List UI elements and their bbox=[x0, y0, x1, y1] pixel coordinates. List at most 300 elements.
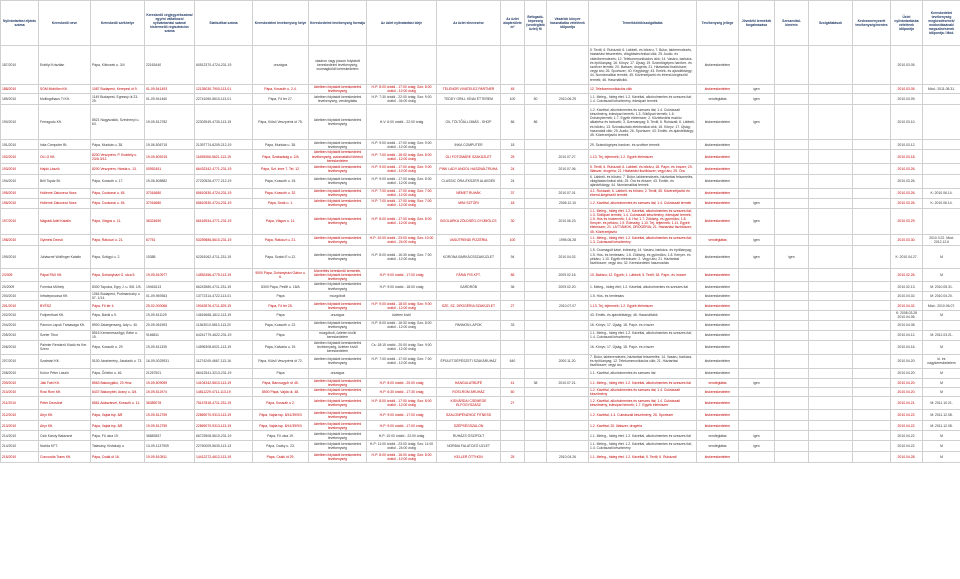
floor-area bbox=[501, 46, 525, 85]
activity-site: Pápa, Kálvária u. 19. bbox=[253, 340, 309, 354]
trader-seat: Pápa, Rákóczi u. 21. bbox=[91, 234, 145, 245]
spirits-serving bbox=[775, 175, 809, 189]
registration-number: 15388 bbox=[145, 245, 195, 268]
table-row bbox=[1, 268, 960, 282]
product-groups: 4.1. Ruházati; 6. Lábbeli- és bőráru; 2. Textil; 45. Közérzetjavító és étrend-kiegészítő termék bbox=[589, 188, 697, 198]
shop-name bbox=[437, 46, 501, 85]
registration-number: 19-09-512759 bbox=[145, 421, 195, 431]
column-header: Kereskedelmi tevékenység helye bbox=[253, 1, 309, 46]
registration-date: 2010.03.12. bbox=[891, 140, 923, 150]
table-row bbox=[1, 441, 960, 452]
registration-number: 19-09-511129 bbox=[145, 311, 195, 320]
registration-date: 2010.04.22. bbox=[891, 431, 923, 441]
capacity bbox=[525, 388, 547, 397]
complaint-book-date: 2010.04.26 bbox=[547, 452, 589, 463]
trader-name: Nágrádi Adél Katalin bbox=[39, 208, 91, 234]
floor-area bbox=[501, 441, 525, 452]
spirits-serving bbox=[775, 340, 809, 354]
registration-number: 36389078 bbox=[145, 397, 195, 410]
complaint-book-date: 1995.06.28 bbox=[547, 234, 589, 245]
activity-form: üzletben folytatott kereskedelmi tevékenység bbox=[309, 397, 367, 410]
modification-date: M: 2011.12.08. bbox=[923, 421, 960, 431]
statistical-number: 22741060-5610-113-01 bbox=[195, 94, 253, 105]
excise-goods bbox=[739, 388, 775, 397]
trader-seat: 8516 Kemenesszőgyi, Béke u. 15. bbox=[91, 330, 145, 340]
services bbox=[809, 291, 853, 300]
spirits-serving bbox=[775, 330, 809, 340]
preferential-status bbox=[853, 46, 891, 85]
statistical-number: 53259886-5610-231-19 bbox=[195, 234, 253, 245]
record-number: 204/2010 bbox=[1, 320, 39, 330]
trader-name: BYÉSZ bbox=[39, 301, 91, 311]
trader-seat: 1087 Budapest, Kerepesi út 9. bbox=[91, 85, 145, 94]
column-header: Nyilvántartási eljárás száma bbox=[1, 1, 39, 46]
activity-type: vendéglátás bbox=[697, 441, 739, 452]
opening-hours bbox=[367, 368, 437, 378]
record-number: 189/2010 bbox=[1, 94, 39, 105]
modification-date: Mód.: 2010.06.07. bbox=[923, 301, 960, 311]
trader-name: SOM Mobilfon Kft. bbox=[39, 85, 91, 94]
spirits-serving bbox=[775, 291, 809, 300]
trader-name: Palmier Rendező Kiadó és Ker. Szerv. bbox=[39, 340, 91, 354]
statistical-number: 66163934-4771-231-19 bbox=[195, 208, 253, 234]
capacity bbox=[525, 198, 547, 208]
preferential-status bbox=[853, 188, 891, 198]
table-row bbox=[1, 46, 960, 85]
spirits-serving bbox=[775, 105, 809, 140]
table-row bbox=[1, 150, 960, 164]
excise-goods bbox=[739, 282, 775, 291]
registration-date: 2010.04.20. bbox=[891, 354, 923, 368]
activity-form: mozgóbolt bbox=[309, 291, 367, 300]
registration-number: 29-02-000066 bbox=[145, 301, 195, 311]
trader-seat: 8521 Nagyszalók, Széchenyi u. 63. bbox=[91, 105, 145, 140]
trader-seat: Pápa, Kossuth u. 17. bbox=[91, 175, 145, 189]
modification-date: M: 2010.04.20. bbox=[923, 291, 960, 300]
statistical-number: 60512370-4724-231-19 bbox=[195, 46, 253, 85]
registration-date: 2010.03.26. bbox=[891, 175, 923, 189]
complaint-book-date bbox=[547, 311, 589, 320]
shop-name: HANGULATBÜFÉ bbox=[437, 378, 501, 387]
services bbox=[809, 234, 853, 245]
trader-name: Erdélyi Krisztián bbox=[39, 46, 91, 85]
trader-seat: 8200 Veszprém, Hársfa u. 13. bbox=[91, 164, 145, 175]
product-groups: 1.1. Meleg-, hideg étel; 1.2. Kávéital; 5. Textil; 6. Ruházati bbox=[589, 452, 697, 463]
services bbox=[809, 150, 853, 164]
registration-date: 2010.03.10. bbox=[891, 105, 923, 140]
registration-date: K: 2008.03.28 2010.04.06. bbox=[891, 311, 923, 320]
statistical-number: 66432342-4771-231-19 bbox=[195, 164, 253, 175]
excise-goods: igen bbox=[739, 198, 775, 208]
registration-number: 19-06-506715 bbox=[145, 140, 195, 150]
column-header: Az üzlet nyitvatartási ideje bbox=[367, 1, 437, 46]
floor-area: 25 bbox=[501, 452, 525, 463]
record-number: 188/2010 bbox=[1, 85, 39, 94]
preferential-status bbox=[853, 268, 891, 282]
complaint-book-date bbox=[547, 46, 589, 85]
column-header: Termékkörök/szolgáltatás bbox=[589, 1, 697, 46]
spirits-serving bbox=[775, 311, 809, 320]
capacity bbox=[525, 291, 547, 300]
table-row bbox=[1, 311, 960, 320]
capacity bbox=[525, 354, 547, 368]
spirits-serving bbox=[775, 282, 809, 291]
services bbox=[809, 441, 853, 452]
spirits-serving bbox=[775, 94, 809, 105]
complaint-book-date: 2006.12.10 bbox=[547, 198, 589, 208]
record-number: 195/2010 bbox=[1, 188, 39, 198]
column-header: Tevékenység jellege bbox=[697, 1, 739, 46]
product-groups: 1.1. Meleg-, hideg étel; 1.2. Kávéital, alkoholmentes és szeszes ital; 1.3. Cukrászati készítmény bbox=[589, 234, 697, 245]
preferential-status bbox=[853, 198, 891, 208]
excise-goods bbox=[739, 421, 775, 431]
registration-date: 2010.04.20. bbox=[891, 368, 923, 378]
product-groups: 16. Könyv; 17. Újság; 18. Papír- és írószer bbox=[589, 320, 697, 330]
table-row bbox=[1, 105, 960, 140]
trader-name: Ahyr Kft. bbox=[39, 421, 91, 431]
product-groups: 1.1. Meleg-, hideg étel; 1.2. Kávéital, alkoholmentes és szeszes ital; 1.4. Cukrászati készítmény, édesipari termék bbox=[589, 94, 697, 105]
spirits-serving bbox=[775, 188, 809, 198]
column-header: Jövedéki termékek forgalmazása bbox=[739, 1, 775, 46]
product-groups: 1.1. Meleg-, hideg étel; 1.2. Kávéital, alkoholmentes és szeszes ital bbox=[589, 378, 697, 387]
product-groups: 12. Telekommunikációs cikk bbox=[589, 85, 697, 94]
excise-goods: igen bbox=[739, 245, 775, 268]
column-header: Szeszesital-kimérés bbox=[775, 1, 809, 46]
registration-number: 36883557 bbox=[145, 431, 195, 441]
floor-area: 27 bbox=[501, 397, 525, 410]
capacity: 86 bbox=[525, 105, 547, 140]
complaint-book-date bbox=[547, 397, 589, 410]
trader-name: Fullpenthart Kft. bbox=[39, 311, 91, 320]
column-header: Kereskedő cégjegyzékszáma/ egyéni vállalkozói nyilvántartási száma/ kistermelői regisztrációs száma bbox=[145, 1, 195, 46]
modification-date bbox=[923, 164, 960, 175]
capacity bbox=[525, 340, 547, 354]
excise-goods: igen bbox=[739, 431, 775, 441]
registration-number: 21257501 bbox=[145, 368, 195, 378]
spirits-serving bbox=[775, 85, 809, 94]
activity-site: Pápa, Kossuth u. 22. bbox=[253, 320, 309, 330]
table-row bbox=[1, 388, 960, 397]
statistical-number: 14552456-4775-113-19 bbox=[195, 268, 253, 282]
floor-area: 100 bbox=[501, 234, 525, 245]
activity-form: üzletben folytatott kereskedelmi tevékenység bbox=[309, 85, 367, 94]
modification-date bbox=[923, 105, 960, 140]
table-header bbox=[1, 1, 960, 46]
preferential-status bbox=[853, 105, 891, 140]
activity-form: országos bbox=[309, 368, 367, 378]
shop-name: KISVÁRDAI CSEMEGE ELFOGYSZÁSZ bbox=[437, 397, 501, 410]
trader-name: Csík Károly Balázsné bbox=[39, 431, 91, 441]
product-groups: 1.1. Kávéital, alkoholmentes és szeszes ital bbox=[589, 368, 697, 378]
excise-goods: igen bbox=[739, 234, 775, 245]
excise-goods: igen bbox=[739, 441, 775, 452]
registration-number: 37016680 bbox=[145, 198, 195, 208]
trader-name: Norbia KFT. bbox=[39, 441, 91, 452]
capacity bbox=[525, 452, 547, 463]
statistical-number: 14412272-4612-113-19 bbox=[195, 452, 253, 463]
floor-area bbox=[501, 291, 525, 300]
trader-name: Formica Műhely bbox=[39, 282, 91, 291]
shop-name: VASÚTRENDI PIZZÉRIA bbox=[437, 234, 501, 245]
modification-date: M bbox=[923, 378, 960, 387]
column-header: Kereskedelmi tevékenység formája bbox=[309, 1, 367, 46]
activity-type: kiskereskedelem bbox=[697, 410, 739, 421]
excise-goods bbox=[739, 46, 775, 85]
complaint-book-date bbox=[547, 291, 589, 300]
activity-site: Pápa, Barcsogyőr út 45. bbox=[253, 378, 309, 387]
record-number: 214/2010 bbox=[1, 441, 39, 452]
excise-goods: igen bbox=[739, 105, 775, 140]
activity-form: üzletben folytatott kereskedelmi tevékenység bbox=[309, 452, 367, 463]
column-header: Kereskedő neve bbox=[39, 1, 91, 46]
preferential-status bbox=[853, 354, 891, 368]
complaint-book-date bbox=[547, 340, 589, 354]
modification-date bbox=[923, 46, 960, 85]
trader-name: OLI-G Kft. bbox=[39, 150, 91, 164]
activity-type: vendéglátás bbox=[697, 378, 739, 387]
registration-date: 2010.04.22. bbox=[891, 441, 923, 452]
registration-number: 19-06-508882 bbox=[145, 175, 195, 189]
shop-name: FÁRAI PIS KFT. bbox=[437, 268, 501, 282]
registration-date: 2010.04.21. bbox=[891, 397, 923, 410]
shop-name: ROSI-ROM ÁRUHÁZ bbox=[437, 388, 501, 397]
trader-seat: 8200 Veszprém, P. Kvártély u. 23/A 3/12. bbox=[91, 150, 145, 164]
spirits-serving bbox=[775, 441, 809, 452]
floor-area: 640 bbox=[501, 354, 525, 368]
activity-type: kiskereskedelem bbox=[697, 268, 739, 282]
complaint-book-date bbox=[547, 431, 589, 441]
activity-site: országos bbox=[253, 46, 309, 85]
trader-name: Hollerné Zakovecz Nora bbox=[39, 188, 91, 198]
shop-name: GARDRÓB bbox=[437, 282, 501, 291]
modification-date: M bbox=[923, 431, 960, 441]
activity-form: üzletben folytatott kereskedelmi tevékenység bbox=[309, 105, 367, 140]
registration-date: 2010.03.26. bbox=[891, 188, 923, 198]
shop-name bbox=[437, 330, 501, 340]
shop-name: KELLER ÖTTHON bbox=[437, 452, 501, 463]
activity-type: kiskereskedelem bbox=[697, 388, 739, 397]
activity-type: kiskereskedelem bbox=[697, 301, 739, 311]
trader-seat: 8900 Zalaegerszeg, Ady u. 40. bbox=[91, 320, 145, 330]
capacity bbox=[525, 431, 547, 441]
spirits-serving bbox=[775, 164, 809, 175]
registration-number: 16-09-0025931 bbox=[145, 354, 195, 368]
activity-type: kiskereskedelem bbox=[697, 188, 739, 198]
record-number: 192/2010 bbox=[1, 150, 39, 164]
excise-goods bbox=[739, 268, 775, 282]
registration-number: 19-09-510511 bbox=[145, 452, 195, 463]
activity-site: Pápa, Deák u. 1. bbox=[253, 198, 309, 208]
excise-goods: igen bbox=[739, 94, 775, 105]
product-groups: 1.2. Kávéital, alkoholmentes és szeszes ital; 1.4. Cukrászati termék bbox=[589, 198, 697, 208]
excise-goods: igen bbox=[739, 208, 775, 234]
table-row bbox=[1, 410, 960, 421]
spirits-serving bbox=[775, 378, 809, 387]
services bbox=[809, 198, 853, 208]
registration-number: 36324690 bbox=[145, 208, 195, 234]
services bbox=[809, 46, 853, 85]
modification-date: 2010.3.22. Mód: 2012.12.6 bbox=[923, 234, 960, 245]
record-number: 190/2010 bbox=[1, 105, 39, 140]
activity-form: üzletben folytatott kereskedelmi tevékenység bbox=[309, 431, 367, 441]
opening-hours: H-P: 9:00 órától - 17:00 óráig; Szo: 8:30 órától - 12:00 óráig bbox=[367, 175, 437, 189]
floor-area bbox=[501, 340, 525, 354]
complaint-book-date bbox=[547, 85, 589, 94]
complaint-book-date: 2010.07.01. bbox=[547, 188, 589, 198]
spirits-serving bbox=[775, 268, 809, 282]
spirits-serving bbox=[775, 354, 809, 368]
floor-area: 60 bbox=[501, 388, 525, 397]
excise-goods bbox=[739, 311, 775, 320]
activity-site: Pápa, Fő tér 25. bbox=[253, 301, 309, 311]
table-row bbox=[1, 94, 960, 105]
spirits-serving bbox=[775, 410, 809, 421]
activity-site: Pápa, Szabadság u. 2/A bbox=[253, 150, 309, 164]
activity-form: üzletben folytatott kereskedelmi tevékenység bbox=[309, 354, 367, 368]
trader-seat: 8437 Bakonybél, Arany u. 3/4. bbox=[91, 388, 145, 397]
record-number: 193/2010 bbox=[1, 164, 39, 175]
services bbox=[809, 330, 853, 340]
services bbox=[809, 320, 853, 330]
record-number: 202/2010 bbox=[1, 311, 39, 320]
trader-seat: Pápa, Kossuth u. 29 bbox=[91, 340, 145, 354]
column-header: Vásárlók könyve használatba vételének időpontja bbox=[547, 1, 589, 46]
opening-hours: H-P: 9:00 órától - 17:00 óráig; Szo: 9:00 órától - 12:00 óráig bbox=[367, 140, 437, 150]
opening-hours: H-V: 6:00 órától - 22:00 óráig bbox=[367, 105, 437, 140]
registration-number: 01-09-969363 bbox=[145, 291, 195, 300]
statistical-number: 14596308-6021-113-19 bbox=[195, 340, 253, 354]
record-number: 205/2010 bbox=[1, 330, 39, 340]
activity-form: üzletben folytatott kereskedelmi tevékenység bbox=[309, 175, 367, 189]
modification-date: M: 2011.03.21. bbox=[923, 330, 960, 340]
activity-type: vendéglátás bbox=[697, 431, 739, 441]
shop-name: NÉMET RUHÁK bbox=[437, 188, 501, 198]
record-number: 194/2010 bbox=[1, 175, 39, 189]
registration-number: 13-09-1137909 bbox=[145, 441, 195, 452]
registration-number: 19-09-509215 bbox=[145, 150, 195, 164]
record-number: 214/2010 bbox=[1, 431, 39, 441]
shop-name: BOGLÁRKA ZÖLDSÉG-GYÜMÖLCS bbox=[437, 208, 501, 234]
opening-hours: H-P: 8:00 órától - 17:00 óráig; Szo: 8:00 órától - 12:00 óráig bbox=[367, 208, 437, 234]
preferential-status bbox=[853, 368, 891, 378]
record-number: 187/2010 bbox=[1, 46, 39, 85]
activity-form: üzletben folytatott kereskedelmi tevékenység bbox=[309, 441, 367, 452]
complaint-book-date: 2010.04.02. bbox=[547, 245, 589, 268]
activity-type: kiskereskedelem bbox=[697, 282, 739, 291]
modification-date: M bbox=[923, 245, 960, 268]
record-number: 196/2010 bbox=[1, 198, 39, 208]
floor-area: 27 bbox=[501, 301, 525, 311]
product-groups: 7. Bútor, lakberendezés, háztartási felszerelés; 14. Vasáru, barkács- és építőanyag; 12. Telekommunikációs cikk; 21. Háztartási tisztítószer; vegyi áru bbox=[589, 354, 697, 368]
floor-area bbox=[501, 311, 525, 320]
registration-date: 2010.02.26. bbox=[891, 268, 923, 282]
statistical-number: 21397774-6209-212-19 bbox=[195, 140, 253, 150]
trader-name: Rosi Rom Kft. bbox=[39, 388, 91, 397]
complaint-book-date bbox=[547, 441, 589, 452]
excise-goods bbox=[739, 368, 775, 378]
activity-type: kiskereskedelem bbox=[697, 354, 739, 368]
capacity bbox=[525, 208, 547, 234]
table-row bbox=[1, 354, 960, 368]
activity-form: üzletben folytatott kereskedelmi tevékenység bbox=[309, 188, 367, 198]
activity-site: Pápa, Rákóczi u. 21. bbox=[253, 234, 309, 245]
capacity bbox=[525, 311, 547, 320]
activity-site: Pápa, Munkás u. 38. bbox=[253, 140, 309, 150]
complaint-book-date bbox=[547, 410, 589, 421]
capacity bbox=[525, 330, 547, 340]
table-body bbox=[1, 46, 960, 463]
activity-type: kiskereskedelem bbox=[697, 150, 739, 164]
services bbox=[809, 340, 853, 354]
product-groups: 1.5. Hús- és hentesáru bbox=[589, 291, 697, 300]
registration-date: K: 2010.04.27. bbox=[891, 245, 923, 268]
activity-form: üzletben folytatott kereskedelmi tevékenység bbox=[309, 245, 367, 268]
preferential-status bbox=[853, 397, 891, 410]
capacity: 50 bbox=[525, 94, 547, 105]
statistical-number: 22869070-9313-113-19 bbox=[195, 410, 253, 421]
opening-hours: H-P: 9:00 órától - 18:00 óráig; Szo: 9:00 órától - 12:00 óráig bbox=[367, 301, 437, 311]
capacity bbox=[525, 410, 547, 421]
registration-number: 19-09-509059 bbox=[145, 378, 195, 387]
shop-name: MINI SZTÓRI bbox=[437, 198, 501, 208]
modification-date: M bbox=[923, 388, 960, 397]
table-row bbox=[1, 291, 960, 300]
activity-site: 8500 Pápa, Vajda út. 48. bbox=[253, 388, 309, 397]
record-number: 213/2010 bbox=[1, 421, 39, 431]
activity-site: Pápa bbox=[253, 311, 309, 320]
activity-type: kiskereskedelem bbox=[697, 105, 739, 140]
services bbox=[809, 431, 853, 441]
product-groups: 10. Babáru; 12. Egyéb; 1. Lábbeli; 5. Textil; 18. Papír- és írószer bbox=[589, 268, 697, 282]
registration-date: 2010.04.20. bbox=[891, 388, 923, 397]
activity-site: Pápa, Vlágos u. 11. bbox=[253, 208, 309, 234]
opening-hours: H-P: 9:00 órától - 17:00 óráig bbox=[367, 410, 437, 421]
statistical-number: 66723508-5610-231-19 bbox=[195, 431, 253, 441]
registration-number: 19-09-510977 bbox=[145, 268, 195, 282]
column-header: Az üzlet alapterülete m² bbox=[501, 1, 525, 46]
shop-name: CLASSIC ÓRA-ÉKSZER ALAKDÉK bbox=[437, 175, 501, 189]
trader-name: Péter Dezsőné bbox=[39, 397, 91, 410]
record-number: 198/2010 bbox=[1, 234, 39, 245]
product-groups: 1.2. Kávéital, alkoholmentes és szeszes ital; 1.4. Cukrászati készítmény, édesipari termék; 1.7. Egyéb élelmiszer bbox=[589, 397, 697, 410]
trader-seat: Pápa, Szlógyi u. 2. bbox=[91, 245, 145, 268]
activity-form: közvetítés kereskedő ármertek, üzletben folytatott kereskedelmi tevékenység bbox=[309, 268, 367, 282]
preferential-status bbox=[853, 301, 891, 311]
shop-name: RUHÁZS ÖSZIPOLT bbox=[437, 431, 501, 441]
shop-name: KORONA BARKÁCSSZAKÜZLET bbox=[437, 245, 501, 268]
statistical-number: 22869070-9313-113-19 bbox=[195, 421, 253, 431]
opening-hours: üzleten kívül bbox=[367, 311, 437, 320]
floor-area: 41 bbox=[501, 378, 525, 387]
registration-number: 9166811 bbox=[145, 330, 195, 340]
table-row bbox=[1, 198, 960, 208]
product-groups: 43. Emlék- és ajándéktárgy; 46. Használtcikk bbox=[589, 311, 697, 320]
preferential-status bbox=[853, 140, 891, 150]
statistical-number: 27220526-4777-212-19 bbox=[195, 175, 253, 189]
table-row bbox=[1, 378, 960, 387]
services bbox=[809, 354, 853, 368]
trader-name: Gyimesi Dezső bbox=[39, 234, 91, 245]
activity-form: üzletben folytatott kereskedelmi tevékenység bbox=[309, 282, 367, 291]
excise-goods bbox=[739, 188, 775, 198]
modification-date: M: 2011.10.21. bbox=[923, 397, 960, 410]
trader-seat: Pápa, Vajda tsp. 8/8 bbox=[91, 421, 145, 431]
registration-date: 2010.04.22. bbox=[891, 410, 923, 421]
shop-name bbox=[437, 311, 501, 320]
services bbox=[809, 208, 853, 234]
excise-goods bbox=[739, 354, 775, 368]
registration-date: 2010.04.28. bbox=[891, 452, 923, 463]
